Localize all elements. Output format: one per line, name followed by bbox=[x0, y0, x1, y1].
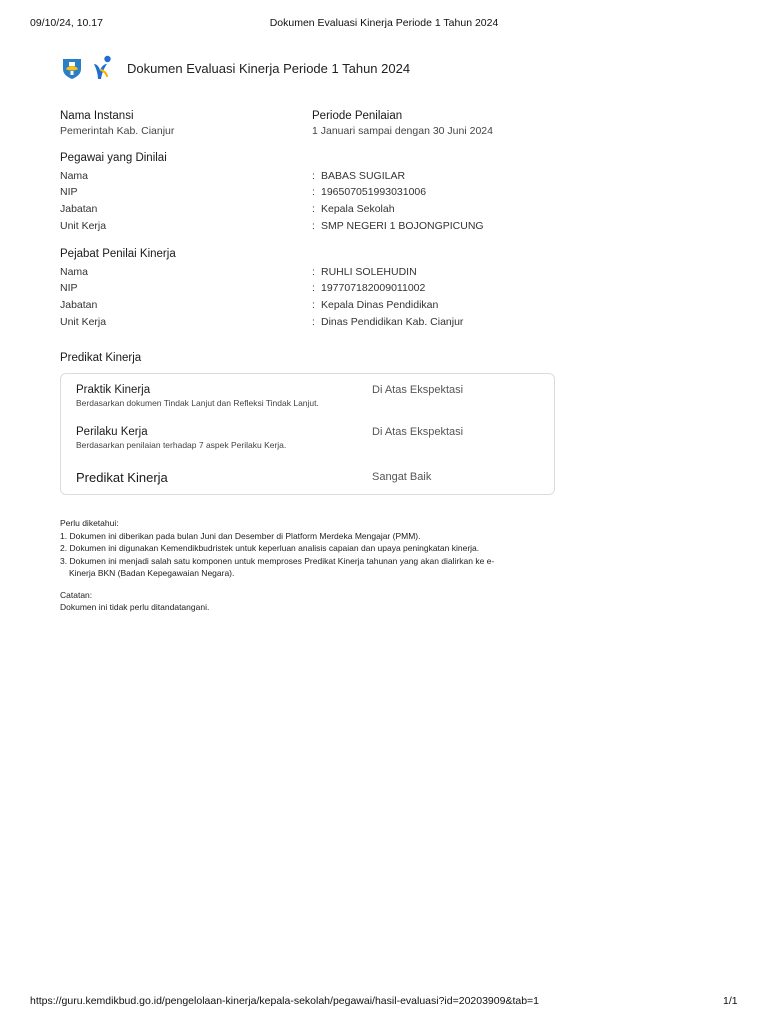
row-label: Jabatan bbox=[60, 299, 98, 311]
periode-value: 1 Januari sampai dengan 30 Juni 2024 bbox=[312, 125, 493, 137]
row-value: 196507051993031006 bbox=[321, 186, 427, 198]
pegawai-row-jabatan bbox=[60, 203, 620, 219]
row-separator: : bbox=[312, 282, 315, 294]
perilaku-kerja-value: Di Atas Ekspektasi bbox=[372, 426, 464, 438]
document-title: Dokumen Evaluasi Kinerja Periode 1 Tahun 2024 bbox=[127, 61, 411, 76]
notes-heading: Perlu diketahui: bbox=[60, 518, 119, 528]
row-label: Unit Kerja bbox=[60, 316, 107, 328]
row-label: NIP bbox=[60, 282, 78, 294]
instansi-label: Nama Instansi bbox=[60, 110, 134, 122]
kemdikbud-logo bbox=[60, 56, 84, 85]
pegawai-row-nip bbox=[60, 186, 620, 202]
row-value: Kepala Dinas Pendidikan bbox=[321, 299, 439, 311]
predikat-final-title: Predikat Kinerja bbox=[76, 470, 168, 485]
row-value: RUHLI SOLEHUDIN bbox=[321, 266, 417, 278]
note-item-continuation: Kinerja BKN (Badan Kepegawaian Negara). bbox=[69, 568, 235, 578]
print-page-title: Dokumen Evaluasi Kinerja Periode 1 Tahun 2024 bbox=[269, 17, 499, 29]
predikat-final-value: Sangat Baik bbox=[372, 471, 432, 483]
merdeka-mengajar-logo bbox=[92, 55, 114, 86]
print-datetime: 09/10/24, 10.17 bbox=[30, 17, 103, 29]
catatan-text: Dokumen ini tidak perlu ditandatangani. bbox=[60, 602, 210, 612]
note-item: 3. Dokumen ini menjadi salah satu komponen untuk memproses Predikat Kinerja tahunan yang akan dialirkan ke e- bbox=[60, 555, 495, 566]
praktik-kinerja-desc: Berdasarkan dokumen Tindak Lanjut dan Refleksi Tindak Lanjut. bbox=[76, 398, 319, 408]
predikat-heading: Predikat Kinerja bbox=[60, 352, 142, 364]
predikat-card bbox=[60, 373, 555, 495]
row-separator: : bbox=[312, 266, 315, 278]
perilaku-kerja-desc: Berdasarkan penilaian terhadap 7 aspek Perilaku Kerja. bbox=[76, 440, 287, 450]
perilaku-kerja-title: Perilaku Kerja bbox=[76, 426, 148, 438]
notes-section bbox=[60, 517, 580, 614]
row-label: Nama bbox=[60, 266, 89, 278]
pejabat-row-nama bbox=[60, 266, 620, 282]
row-separator: : bbox=[312, 186, 315, 198]
row-separator: : bbox=[312, 299, 315, 311]
print-url: https://guru.kemdikbud.go.id/pengelolaan-kinerja/kepala-sekolah/pegawai/hasil-evaluasi?id=20203909&tab=1 bbox=[30, 995, 540, 1007]
row-separator: : bbox=[312, 170, 315, 182]
pejabat-row-jabatan bbox=[60, 299, 620, 315]
row-separator: : bbox=[312, 220, 315, 232]
row-separator: : bbox=[312, 316, 315, 328]
periode-label: Periode Penilaian bbox=[312, 110, 403, 122]
row-label: Nama bbox=[60, 170, 89, 182]
row-value: 197707182009011002 bbox=[321, 282, 426, 294]
instansi-value: Pemerintah Kab. Cianjur bbox=[60, 125, 175, 137]
pegawai-heading: Pegawai yang Dinilai bbox=[60, 152, 167, 164]
row-value: BABAS SUGILAR bbox=[321, 170, 406, 182]
row-value: Kepala Sekolah bbox=[321, 203, 395, 215]
pejabat-row-nip bbox=[60, 282, 620, 298]
pejabat-heading: Pejabat Penilai Kinerja bbox=[60, 248, 176, 260]
catatan-heading: Catatan: bbox=[60, 589, 93, 600]
row-label: NIP bbox=[60, 186, 78, 198]
row-label: Unit Kerja bbox=[60, 220, 107, 232]
note-item: 1. Dokumen ini diberikan pada bulan Juni dan Desember di Platform Merdeka Mengajar (PMM). bbox=[60, 530, 421, 541]
praktik-kinerja-value: Di Atas Ekspektasi bbox=[372, 384, 464, 396]
pegawai-row-nama bbox=[60, 170, 620, 186]
row-separator: : bbox=[312, 203, 315, 215]
praktik-kinerja-title: Praktik Kinerja bbox=[76, 384, 151, 396]
row-label: Jabatan bbox=[60, 203, 98, 215]
pegawai-row-unit-kerja bbox=[60, 220, 620, 236]
row-value: Dinas Pendidikan Kab. Cianjur bbox=[321, 316, 464, 328]
note-item: 2. Dokumen ini digunakan Kemendikbudristek untuk keperluan analisis capaian dan upaya peningkatan kinerja. bbox=[60, 543, 480, 553]
pejabat-row-unit-kerja bbox=[60, 316, 620, 332]
row-value: SMP NEGERI 1 BOJONGPICUNG bbox=[321, 220, 484, 232]
print-page-number: 1/1 bbox=[723, 995, 738, 1007]
